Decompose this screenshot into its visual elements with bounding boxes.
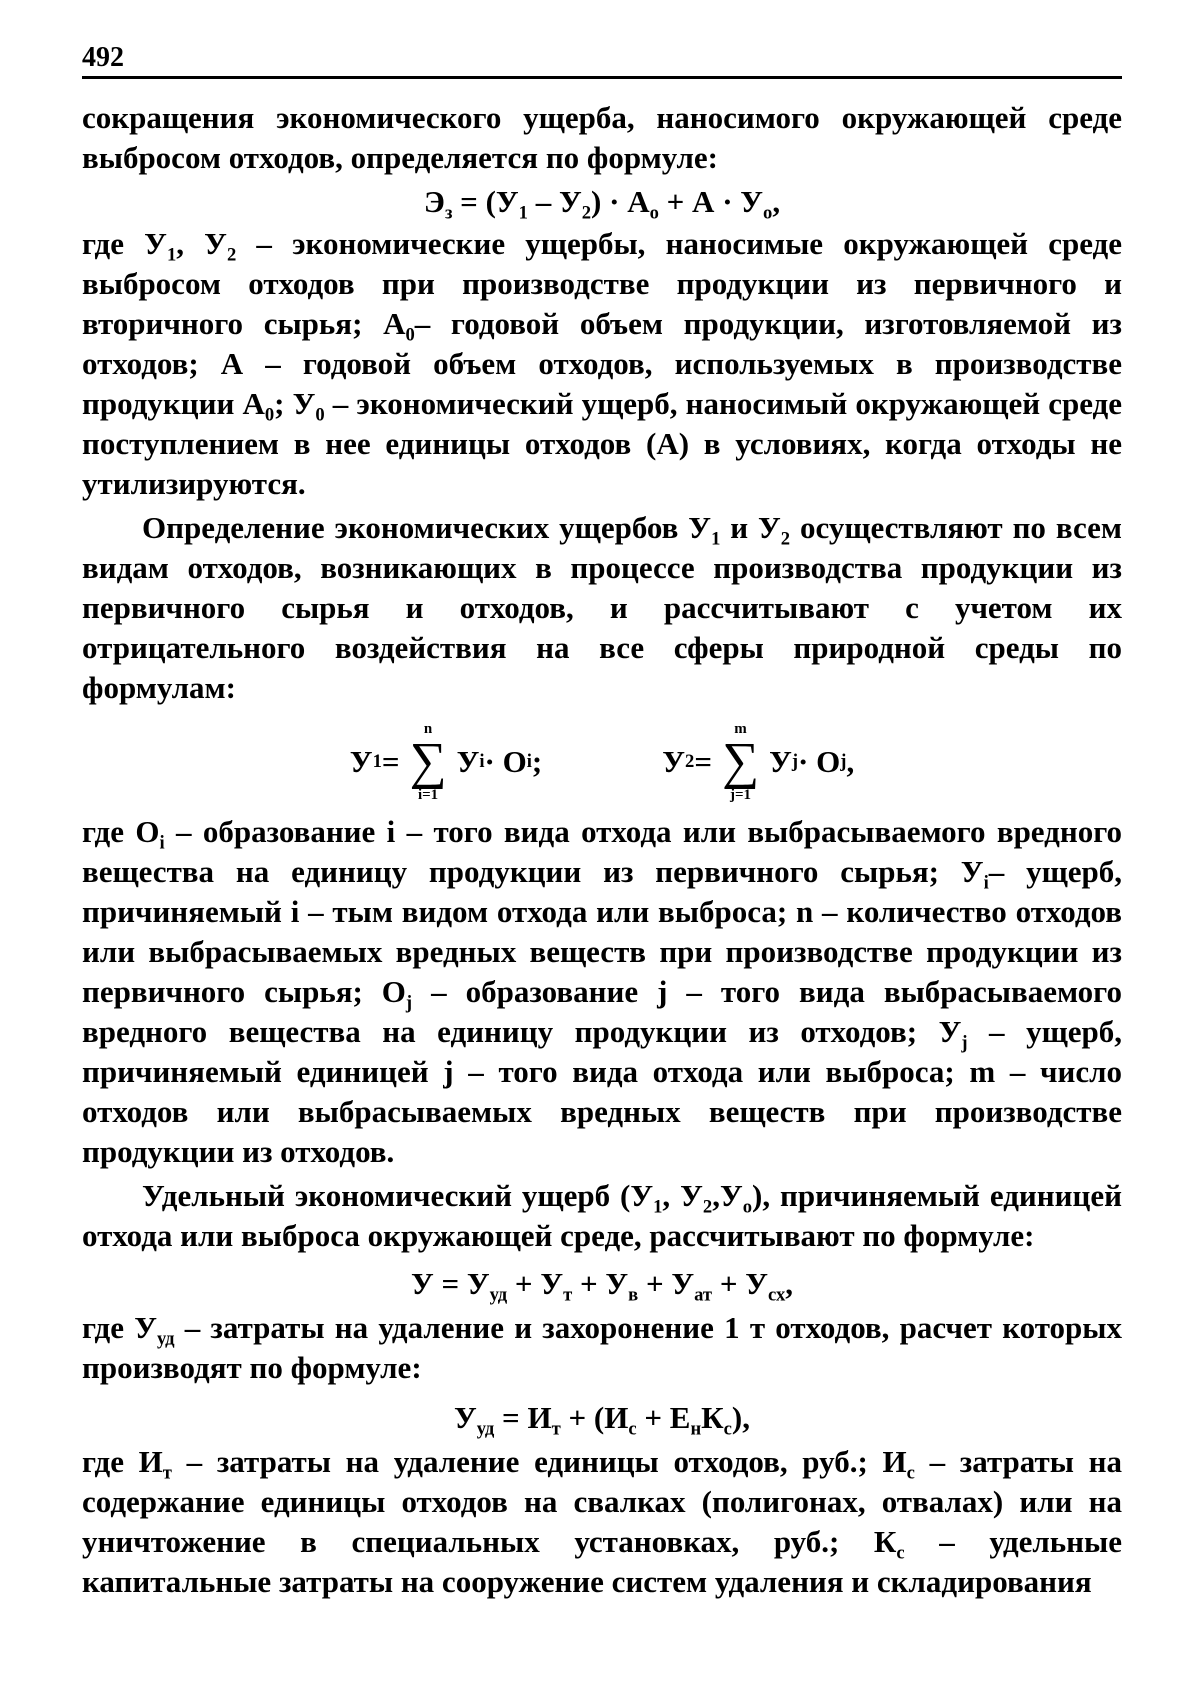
paragraph-3: Определение экономических ущербов $У_1$ и $У_2$ осуществляют по всем видам отходов, возникающих в процессе производства продукции из первичного сырья и отходов, и рассчитывают с учетом их отрицательного воздействия на все сферы природной среды по формулам: <box>82 510 1122 705</box>
paragraph-7: где $И_т$ – затраты на удаление единицы отходов, руб.; $И_с$ – затраты на содержание единицы отходов на свалках (полигонах, отвалах) или на уничтожение в специальных установках, руб.; $К_с$ – удельные капитальные затраты на сооружение систем удаления и складирования <box>82 1444 1122 1599</box>
header-rule <box>82 76 1122 79</box>
formula-sums <box>82 712 1122 812</box>
page-body <box>82 98 1122 1602</box>
formula-sum-u1: У 1 = n ∑ i=1 У i · О i ; <box>349 721 543 803</box>
page-number: 492 <box>82 42 124 73</box>
formula-sum-u2: У 2 = m ∑ j=1 У j · О j , <box>662 721 855 803</box>
paragraph-2: где $У_1$, $У_2$ – экономические ущербы, наносимые окружающей среде выбросом отходов при производстве продукции из первичного и вторичного сырья; $А_0-$ годовой объем продукции, изготовляемой из отходов; А – годовой объем отходов, используемых в производстве продукции $А_0$; $У_0$ – экономический ущерб, наносимый окружающей среде поступлением в нее единицы отходов (А) в условиях, когда отходы не утилизируются. <box>82 226 1122 501</box>
paragraph-6: где $У_{уд}$ – затраты на удаление и захоронение 1 т отходов, расчет которых производят по формуле: <box>82 1310 1123 1385</box>
paragraph-5: Удельный экономический ущерб ($У_1$, $У_2,У_о$), причиняемый единицей отхода или выброса окружающей среде, рассчитывают по формуле: <box>82 1178 1122 1253</box>
paragraph-4: где $О_i$ – образование i – того вида отхода или выбрасываемого вредного вещества на единицу продукции из первичного сырья; $У_i-$ ущерб, причиняемый i – тым видом отхода или выброса; n – количество отходов или выбрасываемых вредных веществ при производстве продукции из первичного сырья; $О_j$ – образование j – того вида выбрасываемого вредного вещества на единицу продукции из отходов; $У_j$ – ущерб, причиняемый единицей j – того вида отхода или выброса; m – число отходов или выбрасываемых вредных веществ при производстве продукции из отходов. <box>82 814 1123 1169</box>
paragraph-1: сокращения экономического ущерба, наносимого окружающей среде выбросом отходов, определяется по формуле: <box>82 100 1122 175</box>
sigma-symbol: n ∑ i=1 <box>409 721 447 803</box>
formula-ez: $Э_з = (У_1 - У_2) \cdot А_о + А \cdot У_о$, <box>423 184 781 224</box>
formula-u-total: $У = У_{уд} + У_т + У_в + У_{ат} + У_{сх}$, <box>410 1266 794 1306</box>
formula-u-ud: $У_{уд} = И_т + (И_с + Е_нК_с)$, <box>454 1400 750 1440</box>
sigma-symbol: m ∑ j=1 <box>721 721 760 803</box>
